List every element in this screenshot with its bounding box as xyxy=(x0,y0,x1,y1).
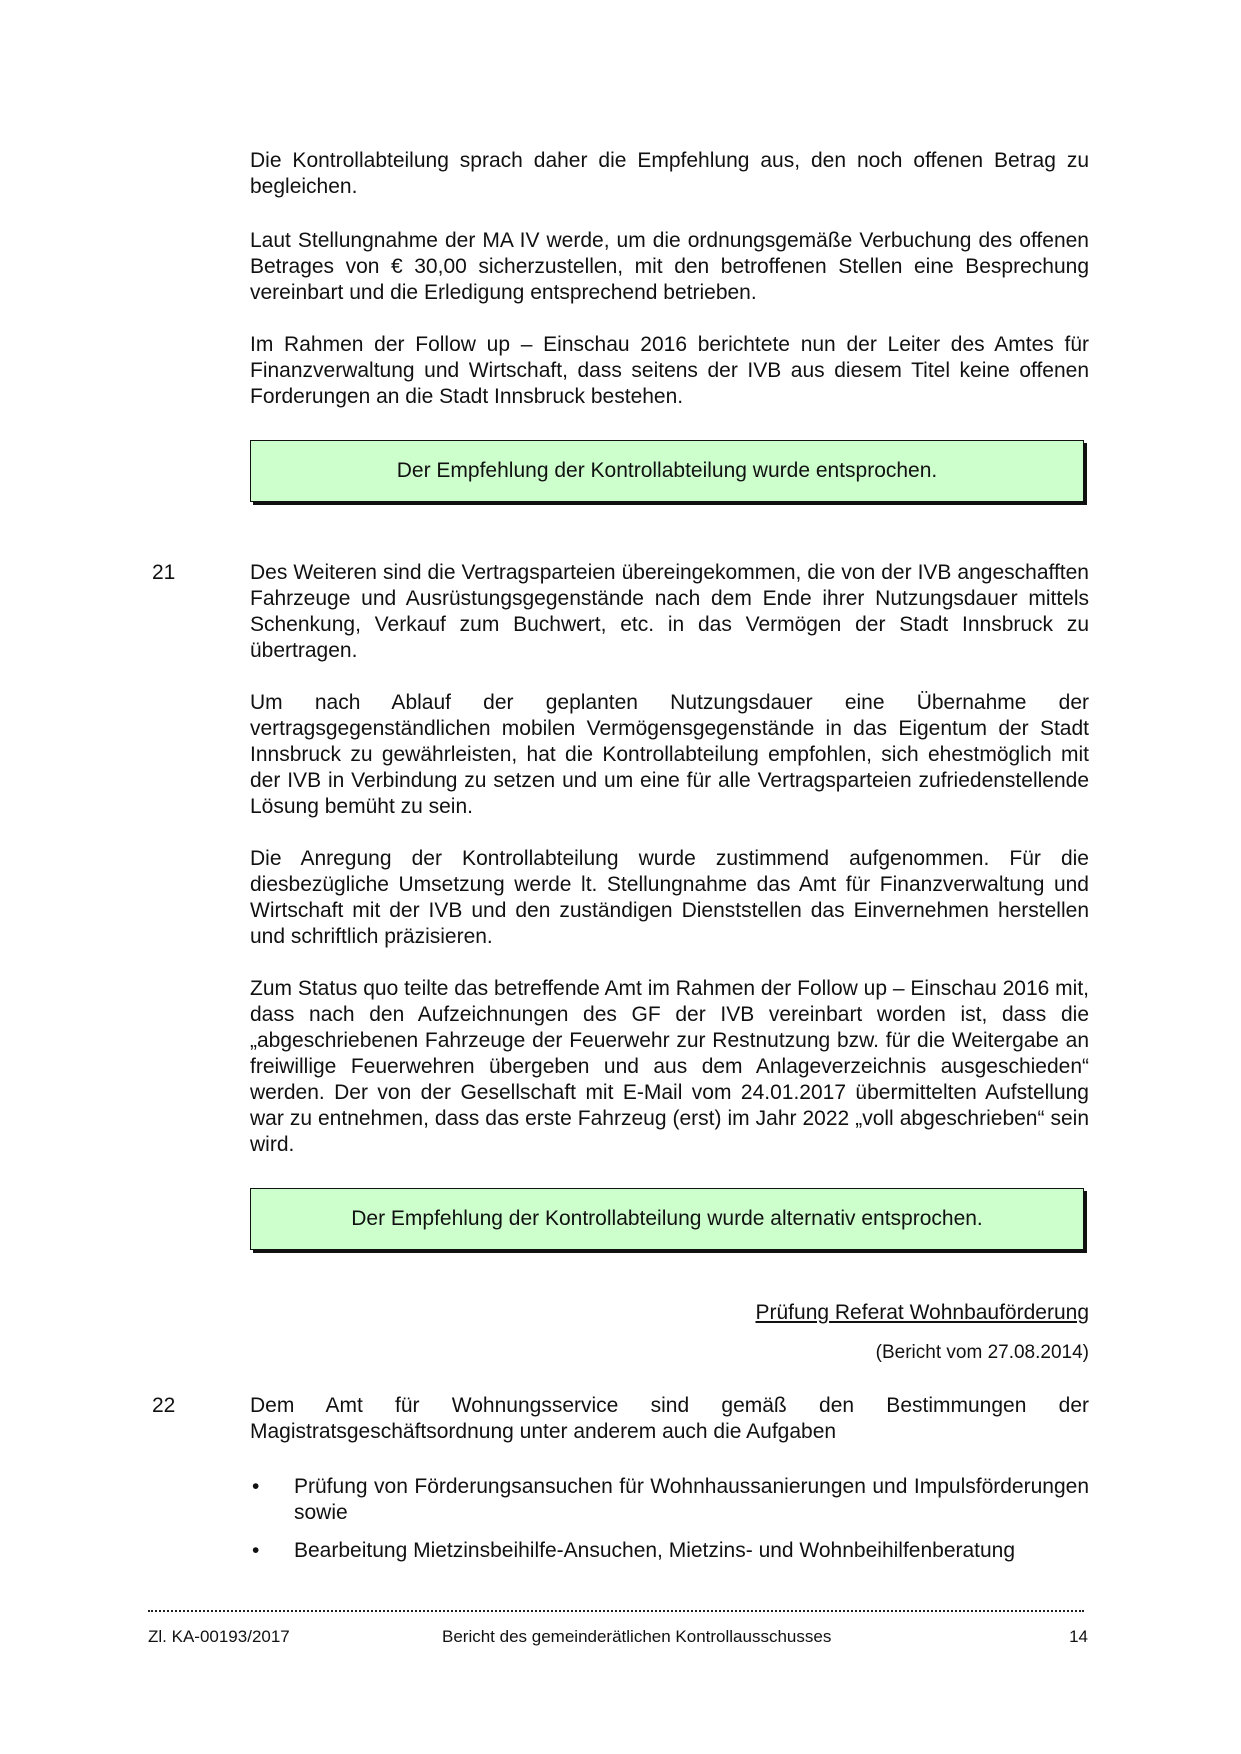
bullet-icon: • xyxy=(252,1475,260,1498)
list-item: Prüfung von Förderungsansuchen für Wohnhaussanierungen und Impulsförderungen sowie xyxy=(294,1475,1089,1524)
footer-divider xyxy=(148,1610,1084,1612)
list-item: Bearbeitung Mietzinsbeihilfe-Ansuchen, Mietzins- und Wohnbeihilfenberatung xyxy=(294,1539,1016,1562)
footer-reference: Zl. KA-00193/2017 xyxy=(148,1627,290,1646)
paragraph: Die Anregung der Kontrollabteilung wurde zustimmend aufgenommen. Für die diesbezügliche Umsetzung werde lt. Stellungnahme das Amt für Finanzverwaltung und Wirtschaft mit der IVB und den zuständigen Dienststellen das Einvernehmen herstellen und schriftlich präzisieren. xyxy=(250,847,1089,948)
paragraph: Laut Stellungnahme der MA IV werde, um die ordnungsgemäße Verbuchung des offenen Betrages von € 30,00 sicherzustellen, mit den betroffenen Stellen eine Besprechung vereinbart und die Erledigung entsprechend betrieben. xyxy=(250,229,1089,304)
paragraph: Dem Amt für Wohnungsservice sind gemäß den Bestimmungen der Magistratsgeschäftsordnung unter anderem auch die Aufgaben xyxy=(250,1394,1089,1443)
footer-title: Bericht des gemeinderätlichen Kontrollausschusses xyxy=(442,1627,832,1646)
paragraph: Um nach Ablauf der geplanten Nutzungsdauer eine Übernahme der vertragsgegenständlichen mobilen Vermögensgegenstände in das Eigentum der Stadt Innsbruck zu gewährleisten, hat die Kontrollabteilung empfohlen, sich ehestmöglich mit der IVB in Verbindung zu setzen und um eine für alle Vertragsparteien zufriedenstellende Lösung bemüht zu sein. xyxy=(250,691,1089,818)
paragraph: Im Rahmen der Follow up – Einschau 2016 berichtete nun der Leiter des Amtes für Finanzverwaltung und Wirtschaft, dass seitens der IVB aus diesem Titel keine offenen Forderungen an die Stadt Innsbruck bestehen. xyxy=(250,333,1089,408)
section-subtitle: (Bericht vom 27.08.2014) xyxy=(875,1342,1089,1363)
item-number: 22 xyxy=(152,1394,176,1417)
recommendation-status-box: Der Empfehlung der Kontrollabteilung wurde entsprochen. xyxy=(250,440,1084,502)
recommendation-status-box: Der Empfehlung der Kontrollabteilung wurde alternativ entsprochen. xyxy=(250,1188,1084,1250)
paragraph: Zum Status quo teilte das betreffende Amt im Rahmen der Follow up – Einschau 2016 mit, dass nach den Aufzeichnungen des GF der IVB vereinbart worden ist, dass die „abgeschriebenen Fahrzeuge der Feuerwehr zur Restnutzung bzw. für die Weitergabe an freiwillige Feuerwehren übergeben und aus dem Anlageverzeichnis ausgeschieden“ werden. Der von der Gesellschaft mit E-Mail vom 24.01.2017 übermittelten Aufstellung war zu entnehmen, dass das erste Fahrzeug (erst) im Jahr 2022 „voll abgeschrieben“ sein wird. xyxy=(250,977,1089,1156)
item-number: 21 xyxy=(152,561,176,584)
page-number: 14 xyxy=(1069,1627,1088,1646)
bullet-icon: • xyxy=(252,1539,260,1562)
paragraph: Die Kontrollabteilung sprach daher die Empfehlung aus, den noch offenen Betrag zu begleichen. xyxy=(250,149,1089,198)
section-title: Prüfung Referat Wohnbauförderung xyxy=(755,1301,1089,1324)
paragraph: Des Weiteren sind die Vertragsparteien übereingekommen, die von der IVB angeschafften Fahrzeuge und Ausrüstungsgegenstände nach dem Ende ihrer Nutzungsdauer mittels Schenkung, Verkauf zum Buchwert, etc. in das Vermögen der Stadt Innsbruck zu übertragen. xyxy=(250,561,1089,662)
